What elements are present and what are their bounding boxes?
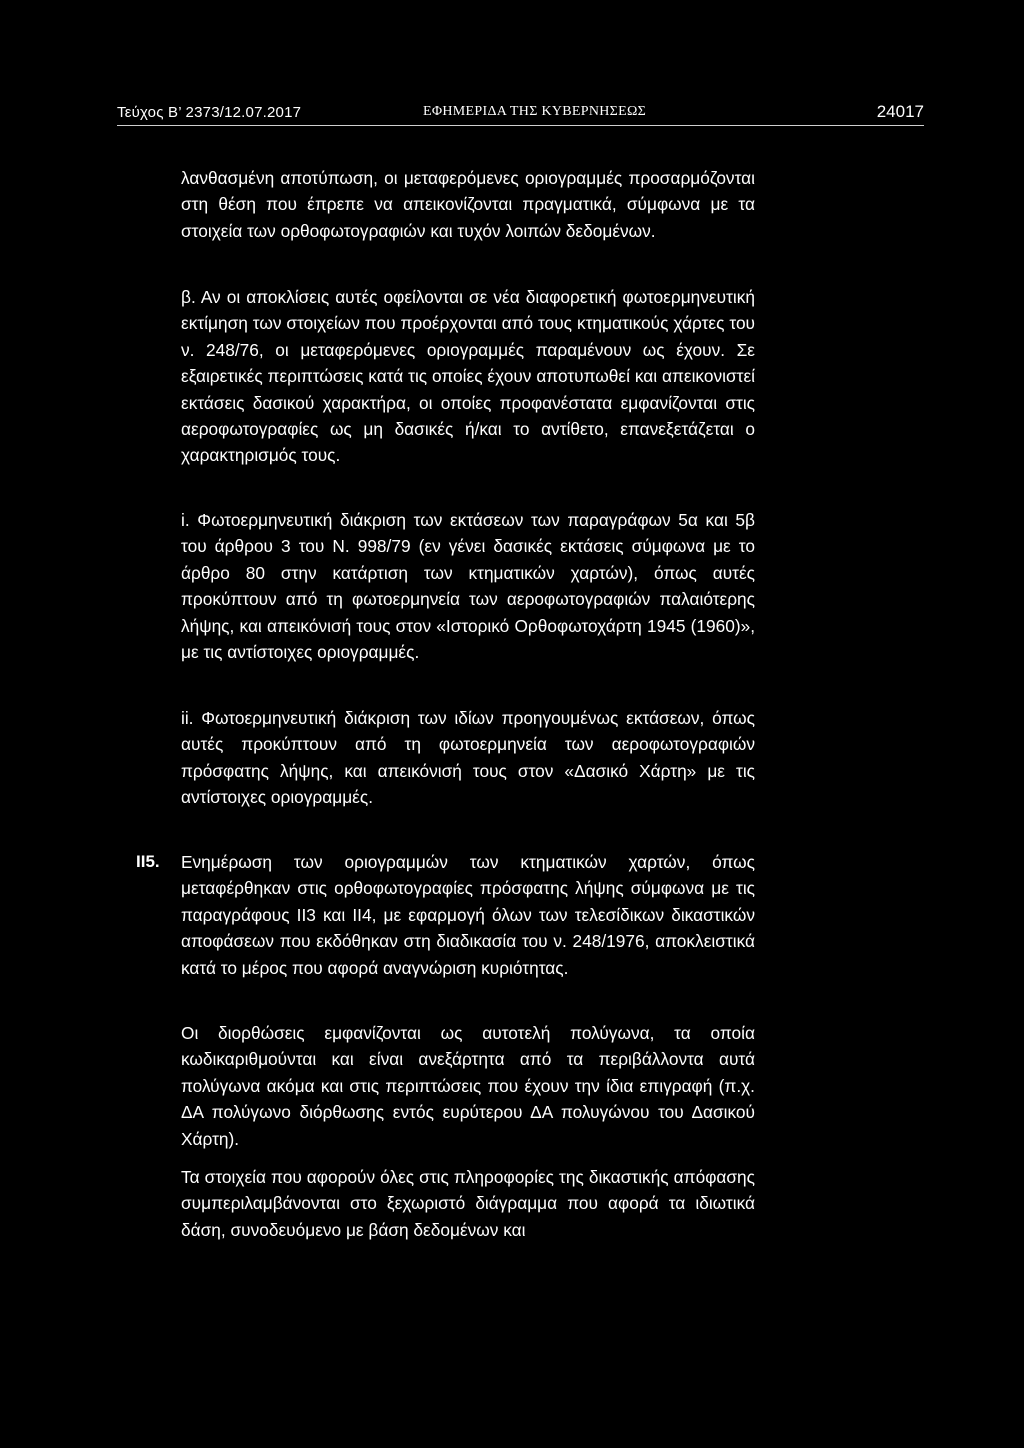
page-header xyxy=(117,101,924,126)
page-number: 24017 xyxy=(876,102,924,121)
paragraph-ii: ii. Φωτοερμηνευτική διάκριση των ιδίων προηγουμένως εκτάσεων, όπως αυτές προκύπτουν από τη φωτοερμηνεία των αεροφωτογραφιών πρόσφατης λήψης, και απεικόνισή τους στον «Δασικό Χάρτη» με τις αντίστοιχες οριογραμμές. xyxy=(181,708,755,808)
paragraph-i: i. Φωτοερμηνευτική διάκριση των εκτάσεων των παραγράφων 5α και 5β του άρθρου 3 του Ν. 998/79 (εν γένει δασικές εκτάσεις σύμφωνα με το άρθρο 80 στην κατάρτιση των κτηματικών χαρτών), όπως αυτές προκύπτουν από τη φωτοερμηνεία των αεροφωτογραφιών παλαιότερης λήψης, και απεικόνισή τους στον «Ιστορικό Ορθοφωτοχάρτη 1945 (1960)», με τις αντίστοιχες οριογραμμές. xyxy=(181,510,755,663)
section-label-ii5: ΙΙ5. xyxy=(136,852,160,871)
paragraph-mis-mapping: λανθασμένη αποτύπωση, οι μεταφερόμενες οριογραμμές προσαρμόζονται στη θέση που έπρεπε να απεικονίζονται πραγματικά, σύμφωνα με τα στοιχεία των ορθοφωτογραφιών και τυχόν λοιπών δεδομένων. xyxy=(181,168,755,241)
paragraph-beta: β. Αν οι αποκλίσεις αυτές οφείλονται σε νέα διαφορετική φωτοερμηνευτική εκτίμηση των στοιχείων που προέρχονται από τους κτηματικούς χάρτες του ν. 248/76, οι μεταφερόμενες οριογραμμές παραμένουν ως έχουν. Σε εξαιρετικές περιπτώσεις κατά τις οποίες έχουν αποτυπωθεί και απεικονιστεί εκτάσεις δασικού χαρακτήρα, οι οποίες προφανέστατα εμφανίζονται στις αεροφωτογραφίες ως μη δασικές ή/και το αντίθετο, επανεξετάζεται ο χαρακτηρισμός τους. xyxy=(181,287,755,466)
paragraph-court-data: Τα στοιχεία που αφορούν όλες στις πληροφορίες της δικαστικής απόφασης συμπεριλαμβάνονται στο ξεχωριστό διάγραμμα που αφορά τα ιδιωτικά δάση, συνοδευόμενο με βάση δεδομένων και xyxy=(181,1167,755,1240)
paragraph-ii5: Ενημέρωση των οριογραμμών των κτηματικών χαρτών, όπως μεταφέρθηκαν στις ορθοφωτογραφίες πρόσφατης λήψης σύμφωνα με τις παραγράφους ΙΙ3 και ΙΙ4, με εφαρμογή όλων των τελεσίδικων δικαστικών αποφάσεων που εκδόθηκαν στη διαδικασία του ν. 248/1976, αποκλειστικά κατά το μέρος που αφορά αναγνώριση κυριότητας. xyxy=(181,852,755,978)
paragraph-corrections: Οι διορθώσεις εμφανίζονται ως αυτοτελή πολύγωνα, τα οποία κωδικαριθμούνται και είναι ανεξάρτητα από τα περιβάλλοντα αυτά πολύγωνα ακόμα και στις περιπτώσεις που έχουν την ίδια επιγραφή (π.χ. ΔΑ πολύγωνο διόρθωσης εντός ευρύτερου ΔΑ πολυγώνου του Δασικού Χάρτη). xyxy=(181,1023,755,1149)
issue-reference: Τεύχος Β’ 2373/12.07.2017 xyxy=(117,104,302,121)
gazette-title: ΕΦΗΜΕΡΙΔΑ ΤΗΣ ΚΥΒΕΡΝΗΣΕΩΣ xyxy=(423,104,647,119)
